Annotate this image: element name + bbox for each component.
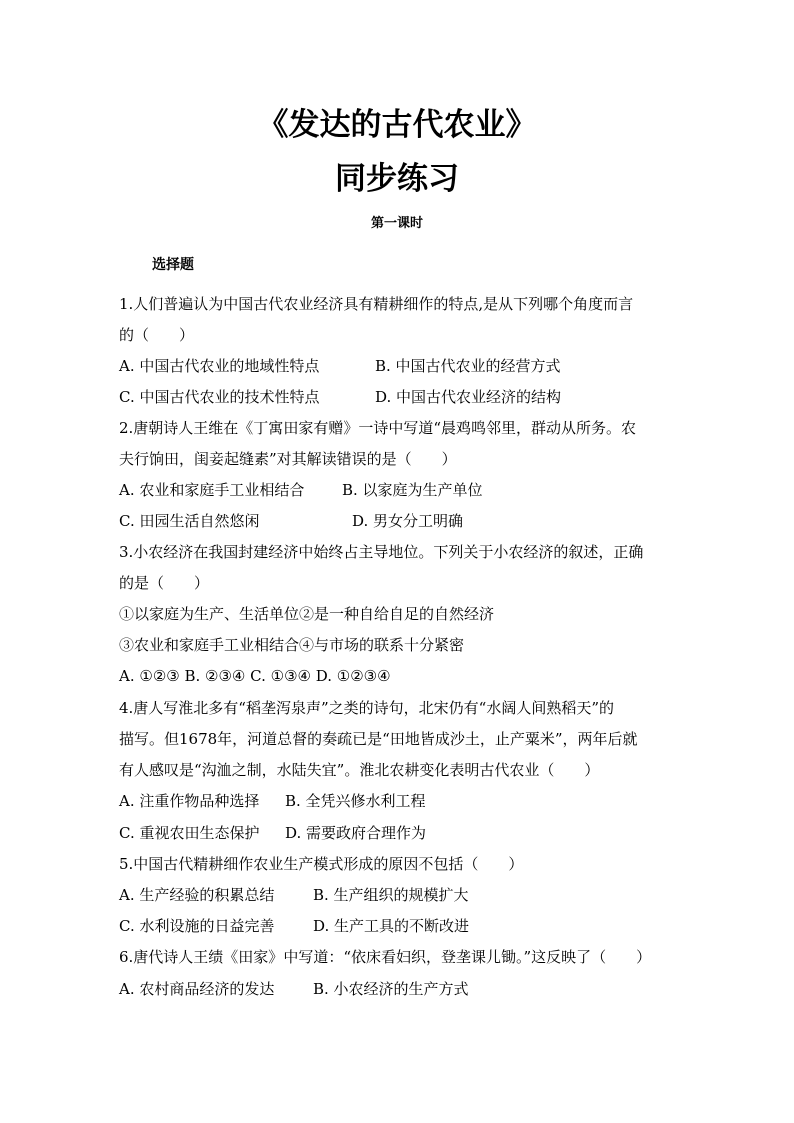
option-a: A. 生产经验的积累总结 [119,886,275,904]
question-5-stem: 5.中国古代精耕细作农业生产模式形成的原因不包括（ ） [119,855,524,873]
option-d: D. 中国古代农业经济的结构 [375,388,562,406]
question-2-stem-line-2: 夫行饷田，闺妾起缝素”对其解读错误的是（ ） [119,450,457,468]
option-a: A. 中国古代农业的地域性特点 [119,357,320,375]
question-5-options-row-2 [119,916,470,936]
question-1-options-row-2 [119,387,562,407]
option-b: B. 中国古代农业的经营方式 [375,357,561,375]
option-c: C. 水利设施的日益完善 [119,917,275,935]
question-1-options-row-1 [119,356,561,376]
question-3-stem-line-1: 3.小农经济在我国封建经济中始终占主导地位。下列关于小农经济的叙述，正确 [119,543,644,561]
lesson-subtitle: 第一课时 [370,216,423,231]
question-4-stem-line-1: 4.唐人写淮北多有“稻垄泻泉声”之类的诗句，北宋仍有“水阔人间熟稻天”的 [119,699,614,717]
section-heading: 选择题 [152,257,194,273]
document-title: 《发达的古代农业》 [257,107,537,143]
option-c: C. 田园生活自然悠闲 [119,512,260,530]
question-5-options-row-1 [119,885,469,905]
question-4-stem-line-2: 描写。但1678年，河道总督的奏疏已是“田地皆成沙土，止产粟米”，两年后就 [119,730,638,748]
question-3-statement-line-1: ①以家庭为生产、生活单位②是一种自给自足的自然经济 [119,605,495,623]
question-3-statement-line-2: ③农业和家庭手工业相结合④与市场的联系十分紧密 [119,636,465,654]
document-title-line2: 同步练习 [335,161,459,197]
question-2-options-row-1 [119,480,483,500]
question-2-stem-line-1: 2.唐朝诗人王维在《丁寓田家有赠》一诗中写道“晨鸡鸣邻里，群动从所务。农 [119,419,636,437]
question-4-stem-line-3: 有人感叹是“沟洫之制，水陆失宜”。淮北农耕变化表明古代农业（ ） [119,761,600,779]
option-a: A. 注重作物品种选择 [119,792,260,810]
question-2-options-row-2 [119,511,464,531]
question-3-stem-line-2: 的是（ ） [119,574,210,592]
question-4-options-row-2 [119,823,427,843]
question-4-options-row-1 [119,791,426,811]
option-a: A. 农业和家庭手工业相结合 [119,481,305,499]
question-6-stem: 6.唐代诗人王绩《田家》中写道：“依床看妇织，登垄课儿锄。”这反映了（ ） [119,948,652,966]
option-b: B. 以家庭为生产单位 [342,481,483,499]
question-1-stem-line-2: 的（ ） [119,326,195,344]
option-c: C. 中国古代农业的技术性特点 [119,388,320,406]
question-3-options: A. ①②③ B. ②③④ C. ①③④ D. ①②③④ [119,667,391,685]
option-a: A. 农村商品经济的发达 [119,980,275,998]
option-d: D. 生产工具的不断改进 [313,917,470,935]
option-d: D. 需要政府合理作为 [285,824,427,842]
option-b: B. 小农经济的生产方式 [313,980,469,998]
option-c: C. 重视农田生态保护 [119,824,260,842]
option-b: B. 生产组织的规模扩大 [313,886,469,904]
option-d: D. 男女分工明确 [352,512,464,530]
option-b: B. 全凭兴修水利工程 [285,792,426,810]
question-6-options-row-1 [119,979,469,999]
question-1-stem-line-1: 1.人们普遍认为中国古代农业经济具有精耕细作的特点,是从下列哪个角度而言 [119,295,634,313]
